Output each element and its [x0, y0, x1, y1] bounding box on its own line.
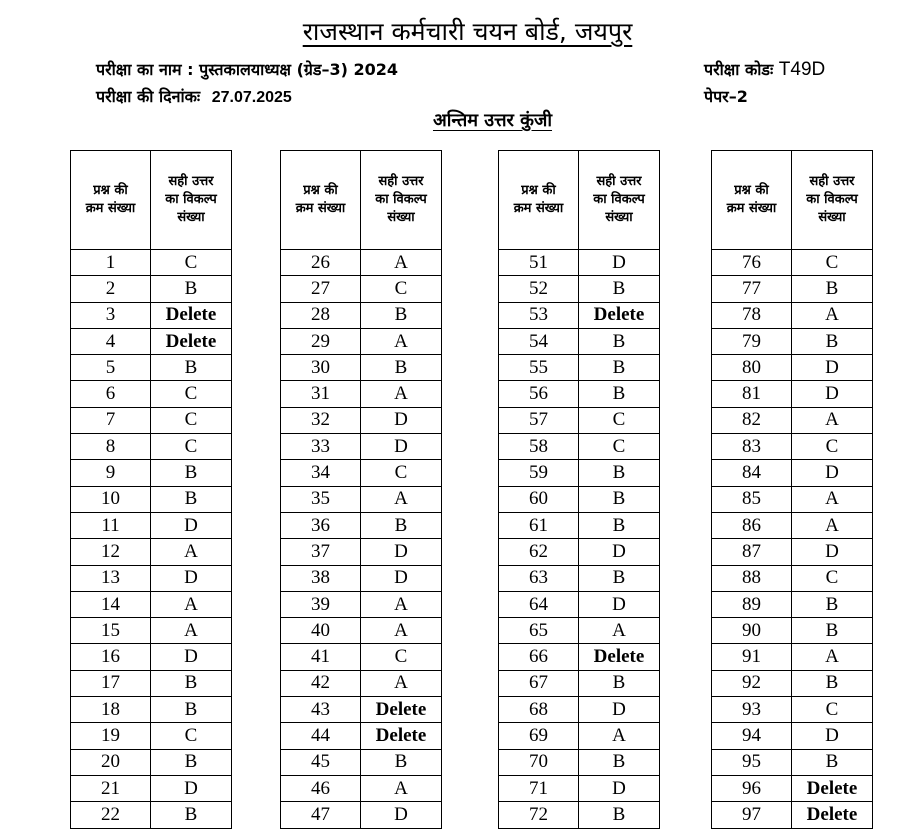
question-number: 34	[281, 460, 361, 486]
answer-row	[712, 539, 873, 565]
answer-option: Delete	[361, 723, 442, 749]
answer-table-4	[711, 150, 873, 829]
answer-option: D	[361, 565, 442, 591]
answer-option: A	[361, 775, 442, 801]
answer-option: Delete	[579, 644, 660, 670]
answer-option: B	[579, 486, 660, 512]
answer-row	[71, 512, 232, 538]
table-header-row	[712, 151, 873, 250]
answer-row	[281, 250, 442, 276]
answer-option: B	[579, 802, 660, 828]
answer-option: D	[151, 512, 232, 538]
answer-option: B	[792, 670, 873, 696]
question-number: 2	[71, 276, 151, 302]
question-number: 14	[71, 591, 151, 617]
answer-row	[499, 775, 660, 801]
answer-row	[712, 355, 873, 381]
answer-row	[712, 565, 873, 591]
question-number: 85	[712, 486, 792, 512]
answer-option: B	[579, 276, 660, 302]
question-number: 71	[499, 775, 579, 801]
question-number: 52	[499, 276, 579, 302]
question-number: 43	[281, 697, 361, 723]
answer-row	[712, 697, 873, 723]
correct-option-header: सही उत्तर का विकल्प संख्या	[579, 151, 660, 250]
answer-option: C	[361, 460, 442, 486]
answer-row	[71, 486, 232, 512]
answer-option: B	[579, 381, 660, 407]
answer-row	[71, 250, 232, 276]
question-number: 68	[499, 697, 579, 723]
answer-option: D	[579, 697, 660, 723]
question-number: 55	[499, 355, 579, 381]
answer-option: B	[792, 591, 873, 617]
question-number: 36	[281, 512, 361, 538]
question-number: 59	[499, 460, 579, 486]
question-number: 45	[281, 749, 361, 775]
answer-row	[712, 723, 873, 749]
answer-row	[712, 434, 873, 460]
answer-row	[281, 355, 442, 381]
answer-row	[71, 670, 232, 696]
question-number: 11	[71, 512, 151, 538]
answer-option: B	[151, 670, 232, 696]
question-number: 70	[499, 749, 579, 775]
answer-row	[499, 381, 660, 407]
answer-option: Delete	[361, 697, 442, 723]
answer-row	[71, 723, 232, 749]
table-header-row	[71, 151, 232, 250]
question-number: 83	[712, 434, 792, 460]
answer-option: C	[792, 565, 873, 591]
answer-row	[281, 276, 442, 302]
answer-option: A	[361, 591, 442, 617]
question-number: 33	[281, 434, 361, 460]
question-number: 82	[712, 407, 792, 433]
answer-row	[281, 486, 442, 512]
answer-option: C	[151, 434, 232, 460]
question-number: 21	[71, 775, 151, 801]
answer-row	[281, 618, 442, 644]
question-number: 4	[71, 328, 151, 354]
question-number: 30	[281, 355, 361, 381]
question-number: 28	[281, 302, 361, 328]
answer-row	[499, 591, 660, 617]
question-number: 89	[712, 591, 792, 617]
question-number: 40	[281, 618, 361, 644]
answer-row	[712, 512, 873, 538]
answer-table-2	[280, 150, 442, 829]
answer-row	[71, 407, 232, 433]
answer-option: Delete	[579, 302, 660, 328]
question-number: 35	[281, 486, 361, 512]
answer-option: D	[579, 539, 660, 565]
answer-option: C	[151, 407, 232, 433]
answer-row	[712, 460, 873, 486]
answer-option: B	[361, 749, 442, 775]
answer-option: A	[792, 302, 873, 328]
answer-row	[281, 460, 442, 486]
answer-row	[712, 802, 873, 828]
answer-row	[71, 355, 232, 381]
answer-option: C	[151, 381, 232, 407]
question-number: 51	[499, 250, 579, 276]
correct-option-header: सही उत्तर का विकल्प संख्या	[792, 151, 873, 250]
question-number: 60	[499, 486, 579, 512]
question-number: 32	[281, 407, 361, 433]
answer-option: B	[579, 749, 660, 775]
question-number: 79	[712, 328, 792, 354]
answer-option: A	[792, 512, 873, 538]
answer-row	[499, 644, 660, 670]
question-number: 90	[712, 618, 792, 644]
answer-row	[499, 697, 660, 723]
answer-option: D	[792, 355, 873, 381]
answer-row	[712, 486, 873, 512]
question-number: 93	[712, 697, 792, 723]
question-number: 20	[71, 749, 151, 775]
question-number: 96	[712, 775, 792, 801]
question-number: 86	[712, 512, 792, 538]
answer-option: Delete	[151, 302, 232, 328]
answer-row	[499, 539, 660, 565]
question-number: 1	[71, 250, 151, 276]
answer-option: Delete	[792, 775, 873, 801]
answer-row	[712, 644, 873, 670]
answer-row	[281, 697, 442, 723]
question-number: 42	[281, 670, 361, 696]
answer-row	[71, 618, 232, 644]
question-number: 47	[281, 802, 361, 828]
question-number-header: प्रश्न की क्रम संख्या	[71, 151, 151, 250]
exam-code: T49D	[778, 59, 826, 80]
exam-name-label: परीक्षा का नाम :	[96, 60, 194, 79]
table-header-row	[281, 151, 442, 250]
answer-option: D	[579, 591, 660, 617]
question-number: 53	[499, 302, 579, 328]
question-number: 22	[71, 802, 151, 828]
answer-option: D	[151, 644, 232, 670]
answer-row	[281, 749, 442, 775]
exam-date-label: परीक्षा की दिनांकः	[96, 87, 201, 106]
answer-row	[71, 749, 232, 775]
answer-row	[499, 802, 660, 828]
answer-row	[499, 355, 660, 381]
answer-row	[712, 328, 873, 354]
answer-row	[712, 381, 873, 407]
question-number: 64	[499, 591, 579, 617]
answer-option: D	[361, 539, 442, 565]
answer-option: Delete	[792, 802, 873, 828]
question-number: 46	[281, 775, 361, 801]
answer-option: B	[792, 749, 873, 775]
answer-option: B	[151, 802, 232, 828]
answer-option: B	[579, 670, 660, 696]
question-number: 72	[499, 802, 579, 828]
exam-date: 27.07.2025	[211, 89, 292, 106]
answer-row	[499, 434, 660, 460]
answer-row	[71, 565, 232, 591]
question-number: 76	[712, 250, 792, 276]
answer-row	[71, 276, 232, 302]
answer-row	[712, 407, 873, 433]
answer-row	[499, 618, 660, 644]
answer-row	[281, 565, 442, 591]
answer-option: D	[792, 723, 873, 749]
answer-option: A	[361, 250, 442, 276]
question-number: 63	[499, 565, 579, 591]
answer-row	[281, 591, 442, 617]
answer-row	[281, 802, 442, 828]
question-number: 94	[712, 723, 792, 749]
answer-option: A	[361, 328, 442, 354]
question-number: 27	[281, 276, 361, 302]
answer-option: C	[151, 723, 232, 749]
answer-row	[499, 302, 660, 328]
answer-row	[499, 670, 660, 696]
question-number-header: प्रश्न की क्रम संख्या	[499, 151, 579, 250]
answer-option: B	[792, 276, 873, 302]
answer-option: B	[361, 512, 442, 538]
answer-row	[499, 565, 660, 591]
answer-option: B	[361, 355, 442, 381]
answer-row	[71, 381, 232, 407]
answer-option: A	[151, 618, 232, 644]
answer-option: A	[361, 670, 442, 696]
answer-row	[71, 775, 232, 801]
answer-option: A	[792, 644, 873, 670]
answer-row	[712, 591, 873, 617]
question-number: 67	[499, 670, 579, 696]
question-number: 57	[499, 407, 579, 433]
question-number: 81	[712, 381, 792, 407]
correct-option-header: सही उत्तर का विकल्प संख्या	[361, 151, 442, 250]
final-answer-key-heading: अन्तिम उत्तर कुंजी	[432, 110, 553, 131]
answer-option: C	[151, 250, 232, 276]
question-number: 41	[281, 644, 361, 670]
answer-row	[712, 618, 873, 644]
answer-row	[499, 460, 660, 486]
question-number: 8	[71, 434, 151, 460]
answer-row	[71, 697, 232, 723]
answer-row	[281, 381, 442, 407]
answer-option: B	[151, 276, 232, 302]
answer-option: C	[579, 407, 660, 433]
answer-option: D	[361, 802, 442, 828]
answer-option: C	[579, 434, 660, 460]
answer-table-3	[498, 150, 660, 829]
answer-row	[71, 302, 232, 328]
question-number: 88	[712, 565, 792, 591]
answer-row	[71, 434, 232, 460]
answer-option: D	[792, 381, 873, 407]
answer-option: B	[792, 328, 873, 354]
answer-row	[712, 302, 873, 328]
question-number: 10	[71, 486, 151, 512]
question-number: 37	[281, 539, 361, 565]
question-number: 87	[712, 539, 792, 565]
answer-row	[499, 328, 660, 354]
question-number: 39	[281, 591, 361, 617]
answer-row	[71, 460, 232, 486]
answer-row	[499, 486, 660, 512]
answer-row	[71, 328, 232, 354]
answer-row	[499, 407, 660, 433]
question-number: 7	[71, 407, 151, 433]
answer-row	[281, 434, 442, 460]
answer-row	[712, 276, 873, 302]
question-number: 65	[499, 618, 579, 644]
question-number: 58	[499, 434, 579, 460]
answer-option: B	[579, 565, 660, 591]
question-number: 66	[499, 644, 579, 670]
answer-option: A	[579, 618, 660, 644]
question-number: 16	[71, 644, 151, 670]
question-number: 13	[71, 565, 151, 591]
answer-row	[712, 670, 873, 696]
answer-row	[499, 250, 660, 276]
answer-option: D	[361, 434, 442, 460]
question-number: 19	[71, 723, 151, 749]
question-number: 31	[281, 381, 361, 407]
question-number: 15	[71, 618, 151, 644]
exam-name: पुस्तकालयाध्यक्ष (ग्रेड–3) 2024	[199, 60, 399, 79]
question-number: 44	[281, 723, 361, 749]
answer-option: B	[151, 749, 232, 775]
answer-option: C	[361, 644, 442, 670]
answer-option: Delete	[151, 328, 232, 354]
question-number: 9	[71, 460, 151, 486]
answer-option: B	[579, 460, 660, 486]
answer-row	[71, 591, 232, 617]
answer-row	[712, 749, 873, 775]
answer-row	[499, 723, 660, 749]
answer-option: A	[151, 539, 232, 565]
question-number: 91	[712, 644, 792, 670]
question-number: 84	[712, 460, 792, 486]
question-number: 92	[712, 670, 792, 696]
answer-option: A	[792, 407, 873, 433]
answer-row	[712, 250, 873, 276]
answer-row	[281, 539, 442, 565]
answer-row	[712, 775, 873, 801]
answer-option: C	[361, 276, 442, 302]
answer-option: B	[792, 618, 873, 644]
question-number: 5	[71, 355, 151, 381]
answer-row	[499, 276, 660, 302]
answer-option: D	[792, 460, 873, 486]
answer-row	[499, 512, 660, 538]
question-number: 54	[499, 328, 579, 354]
question-number: 38	[281, 565, 361, 591]
answer-row	[281, 328, 442, 354]
answer-option: A	[361, 486, 442, 512]
answer-option: C	[792, 250, 873, 276]
exam-code-line	[704, 58, 825, 81]
question-number: 18	[71, 697, 151, 723]
question-number: 56	[499, 381, 579, 407]
question-number: 12	[71, 539, 151, 565]
answer-option: D	[361, 407, 442, 433]
question-number: 29	[281, 328, 361, 354]
answer-option: C	[792, 434, 873, 460]
answer-option: A	[792, 486, 873, 512]
answer-option: A	[361, 381, 442, 407]
correct-option-header: सही उत्तर का विकल्प संख्या	[151, 151, 232, 250]
answer-table-1	[70, 150, 232, 829]
question-number: 97	[712, 802, 792, 828]
answer-option: B	[361, 302, 442, 328]
question-number: 26	[281, 250, 361, 276]
answer-option: C	[792, 697, 873, 723]
answer-option: D	[151, 565, 232, 591]
paper-number: पेपर–2	[704, 87, 748, 106]
answer-row	[281, 670, 442, 696]
question-number-header: प्रश्न की क्रम संख्या	[712, 151, 792, 250]
answer-row	[281, 302, 442, 328]
answer-option: D	[579, 250, 660, 276]
answer-option: B	[579, 328, 660, 354]
question-number: 61	[499, 512, 579, 538]
question-number: 80	[712, 355, 792, 381]
answer-option: A	[579, 723, 660, 749]
answer-row	[281, 723, 442, 749]
answer-option: B	[151, 697, 232, 723]
answer-option: D	[151, 775, 232, 801]
table-header-row	[499, 151, 660, 250]
answer-option: B	[151, 460, 232, 486]
question-number: 78	[712, 302, 792, 328]
answer-row	[71, 644, 232, 670]
question-number: 3	[71, 302, 151, 328]
answer-option: B	[151, 486, 232, 512]
exam-name-line	[96, 58, 398, 80]
answer-option: D	[579, 775, 660, 801]
answer-option: A	[361, 618, 442, 644]
answer-option: A	[151, 591, 232, 617]
answer-option: D	[792, 539, 873, 565]
question-number: 77	[712, 276, 792, 302]
document-title: राजस्थान कर्मचारी चयन बोर्ड, जयपुर	[302, 17, 633, 46]
exam-code-label: परीक्षा कोडः	[704, 60, 774, 79]
answer-row	[71, 802, 232, 828]
question-number: 62	[499, 539, 579, 565]
question-number-header: प्रश्न की क्रम संख्या	[281, 151, 361, 250]
answer-row	[499, 749, 660, 775]
answer-row	[71, 539, 232, 565]
question-number: 95	[712, 749, 792, 775]
question-number: 6	[71, 381, 151, 407]
question-number: 69	[499, 723, 579, 749]
answer-row	[281, 644, 442, 670]
answer-option: B	[151, 355, 232, 381]
answer-option: B	[579, 512, 660, 538]
answer-option: B	[579, 355, 660, 381]
answer-row	[281, 407, 442, 433]
exam-date-line	[96, 85, 292, 107]
question-number: 17	[71, 670, 151, 696]
answer-row	[281, 512, 442, 538]
answer-row	[281, 775, 442, 801]
